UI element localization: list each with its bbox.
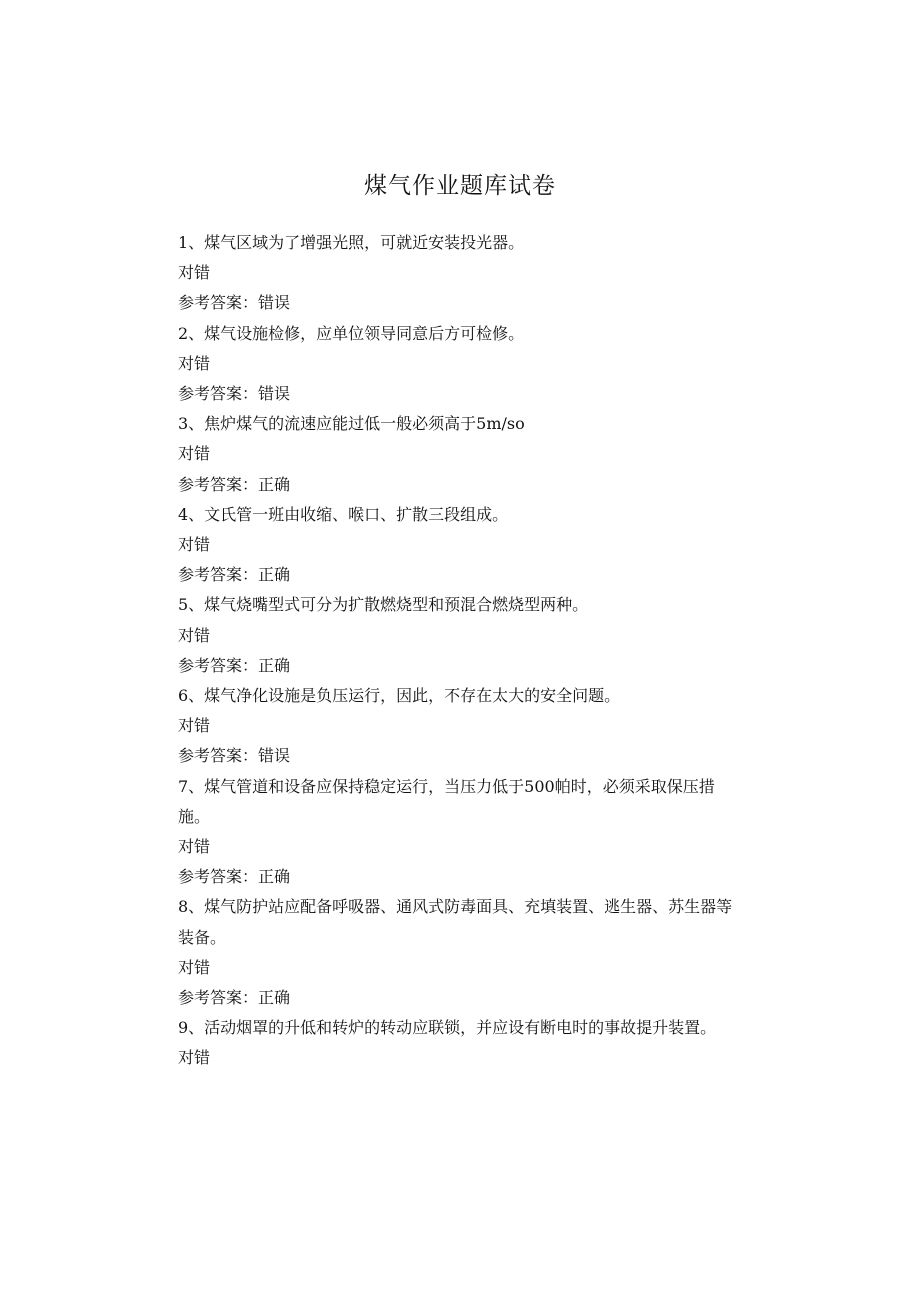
question-4-answer: 参考答案：正确 — [178, 565, 291, 585]
question-6-answer: 参考答案：错误 — [178, 746, 291, 766]
question-5-answer: 参考答案：正确 — [178, 655, 291, 675]
question-5-options: 对错 — [178, 625, 211, 645]
question-7-options: 对错 — [178, 837, 211, 857]
question-1-answer: 参考答案：错误 — [178, 293, 291, 313]
question-list — [178, 228, 738, 1074]
question-9-text: 9、活动烟罩的升低和转炉的转动应联锁，并应设有断电时的事故提升装置。 — [178, 1018, 717, 1038]
question-3-text: 3、焦炉煤气的流速应能过低一般必须高于5m∕so — [178, 414, 525, 434]
question-1-text: 1、煤气区域为了增强光照，可就近安装投光器。 — [178, 233, 525, 252]
question-8-answer: 参考答案：正确 — [178, 988, 291, 1008]
question-7-text: 7、煤气管道和设备应保持稳定运行，当压力低于500帕时，必须采取保压措施。 — [178, 776, 715, 826]
question-5-text: 5、煤气烧嘴型式可分为扩散燃烧型和预混合燃烧型两种。 — [178, 595, 589, 615]
question-9-options: 对错 — [178, 1048, 211, 1068]
question-8-text: 8、煤气防护站应配备呼吸器、通风式防毒面具、充填装置、逃生器、苏生器等装备。 — [178, 897, 733, 947]
question-3-answer: 参考答案：正确 — [178, 474, 291, 494]
question-4-options: 对错 — [178, 535, 211, 555]
question-1-options: 对错 — [178, 263, 211, 283]
question-6-options: 对错 — [178, 716, 211, 736]
question-2-answer: 参考答案：错误 — [178, 384, 291, 404]
question-3-options: 对错 — [178, 444, 211, 464]
question-2-text: 2、煤气设施检修，应单位领导同意后方可检修。 — [178, 323, 525, 343]
question-7-answer: 参考答案：正确 — [178, 867, 291, 887]
question-4-text: 4、文氏管一班由收缩、喉口、扩散三段组成。 — [178, 504, 509, 524]
question-2-options: 对错 — [178, 353, 211, 373]
document-title: 煤气作业题库试卷 — [364, 173, 556, 199]
question-6-text: 6、煤气净化设施是负压运行，因此，不存在太大的安全问题。 — [178, 686, 621, 706]
question-8-options: 对错 — [178, 957, 211, 977]
